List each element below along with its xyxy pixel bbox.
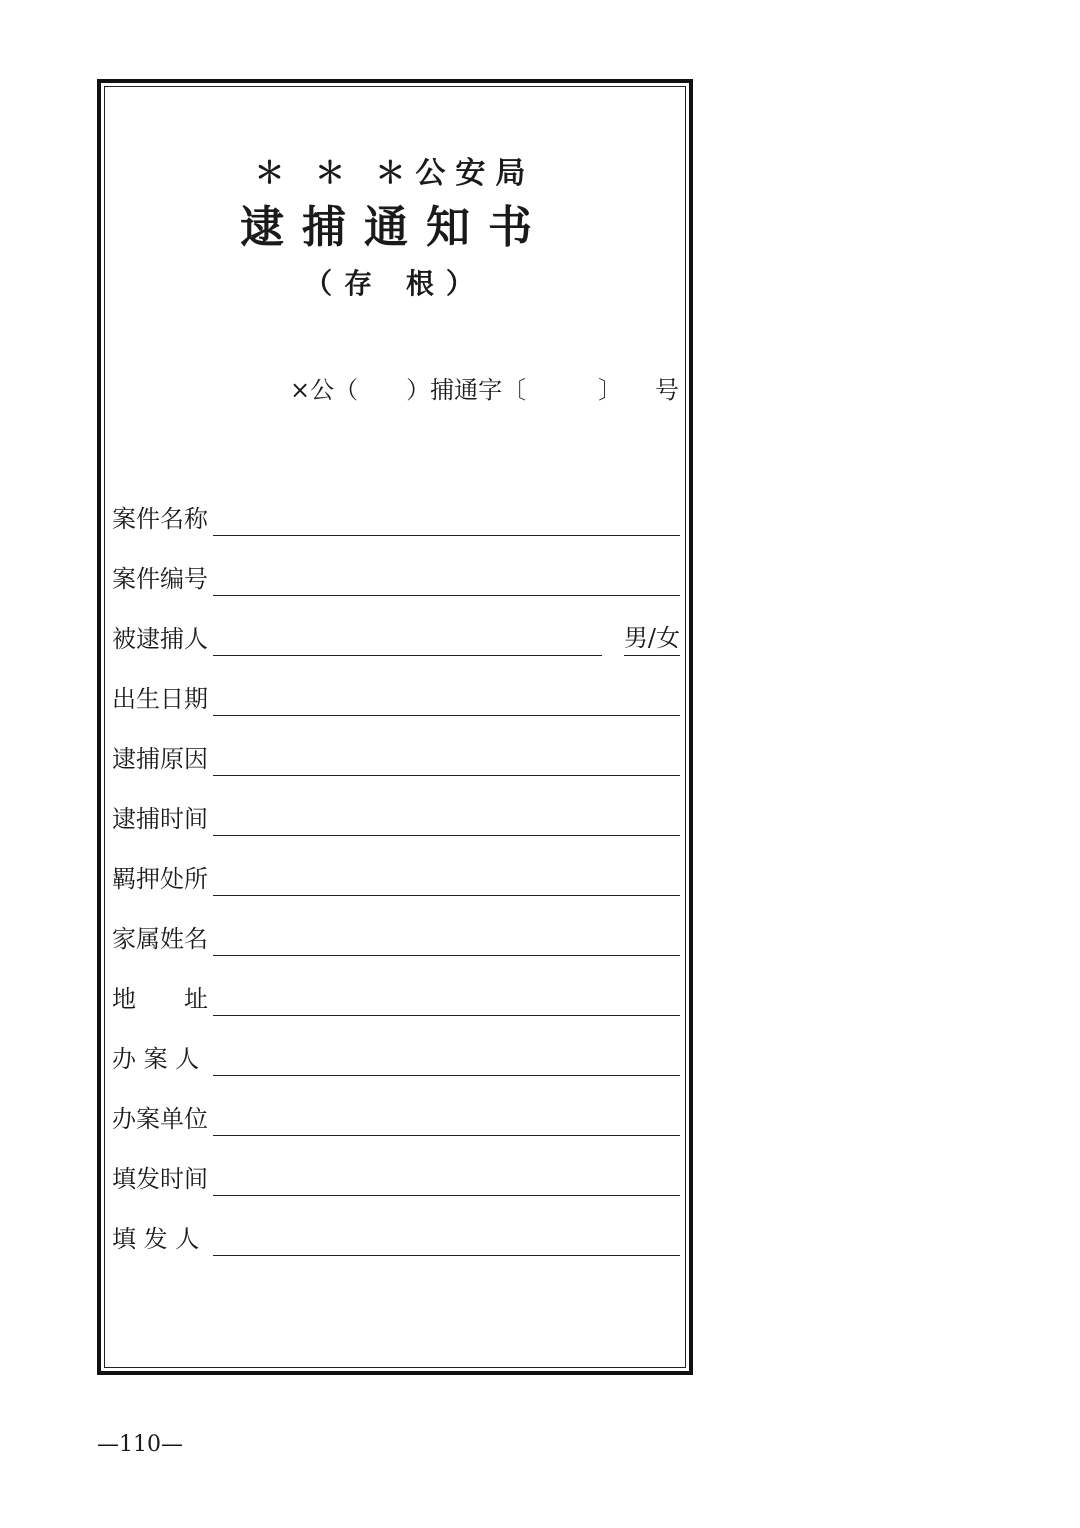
- page-number: —110—: [97, 1432, 183, 1457]
- case-handler-input-line[interactable]: [213, 1075, 680, 1076]
- case-name-input-line[interactable]: [213, 535, 680, 536]
- field-handling-unit: [112, 1096, 680, 1136]
- case-number-input-line[interactable]: [213, 595, 680, 596]
- field-label: 办案单位: [112, 1105, 208, 1133]
- field-label: 逮捕时间: [112, 805, 208, 833]
- field-case-name: [112, 496, 680, 536]
- field-case-number: [112, 556, 680, 596]
- field-arrestee: [112, 616, 680, 656]
- field-family-name: [112, 916, 680, 956]
- document-number-suffix: 号: [655, 376, 679, 404]
- field-address: [112, 976, 680, 1016]
- field-issuer: [112, 1216, 680, 1256]
- arrestee-input-line[interactable]: [213, 655, 602, 656]
- field-label: 羁押处所: [112, 865, 208, 893]
- arrest-reason-input-line[interactable]: [213, 775, 680, 776]
- field-arrest-reason: [112, 736, 680, 776]
- field-label: 填发时间: [112, 1165, 208, 1193]
- detention-place-input-line[interactable]: [213, 895, 680, 896]
- field-label: 案件编号: [112, 565, 208, 593]
- field-detention-place: [112, 856, 680, 896]
- issue-time-input-line[interactable]: [213, 1195, 680, 1196]
- field-label: 填 发 人: [112, 1225, 200, 1253]
- family-name-input-line[interactable]: [213, 955, 680, 956]
- field-birth-date: [112, 676, 680, 716]
- document-title: 逮捕通知书: [240, 202, 550, 253]
- field-label: 案件名称: [112, 505, 208, 533]
- handling-unit-input-line[interactable]: [213, 1135, 680, 1136]
- birth-date-input-line[interactable]: [213, 715, 680, 716]
- field-label: 被逮捕人: [112, 625, 208, 653]
- field-label: 逮捕原因: [112, 745, 208, 773]
- field-case-handler: [112, 1036, 680, 1076]
- gender-options[interactable]: 男/女: [624, 623, 680, 656]
- field-label: 地 址: [112, 985, 208, 1013]
- field-label: 家属姓名: [112, 925, 208, 953]
- field-issue-time: [112, 1156, 680, 1196]
- document-number: ×公（ ）捕通字〔 〕: [290, 376, 623, 404]
- field-label: 办 案 人: [112, 1045, 200, 1073]
- arrest-time-input-line[interactable]: [213, 835, 680, 836]
- stub-label: （存 根）: [304, 267, 486, 300]
- issuing-authority: ＊ ＊ ＊公安局: [254, 156, 536, 191]
- address-input-line[interactable]: [213, 1015, 680, 1016]
- field-label: 出生日期: [112, 685, 208, 713]
- issuer-input-line[interactable]: [213, 1255, 680, 1256]
- field-arrest-time: [112, 796, 680, 836]
